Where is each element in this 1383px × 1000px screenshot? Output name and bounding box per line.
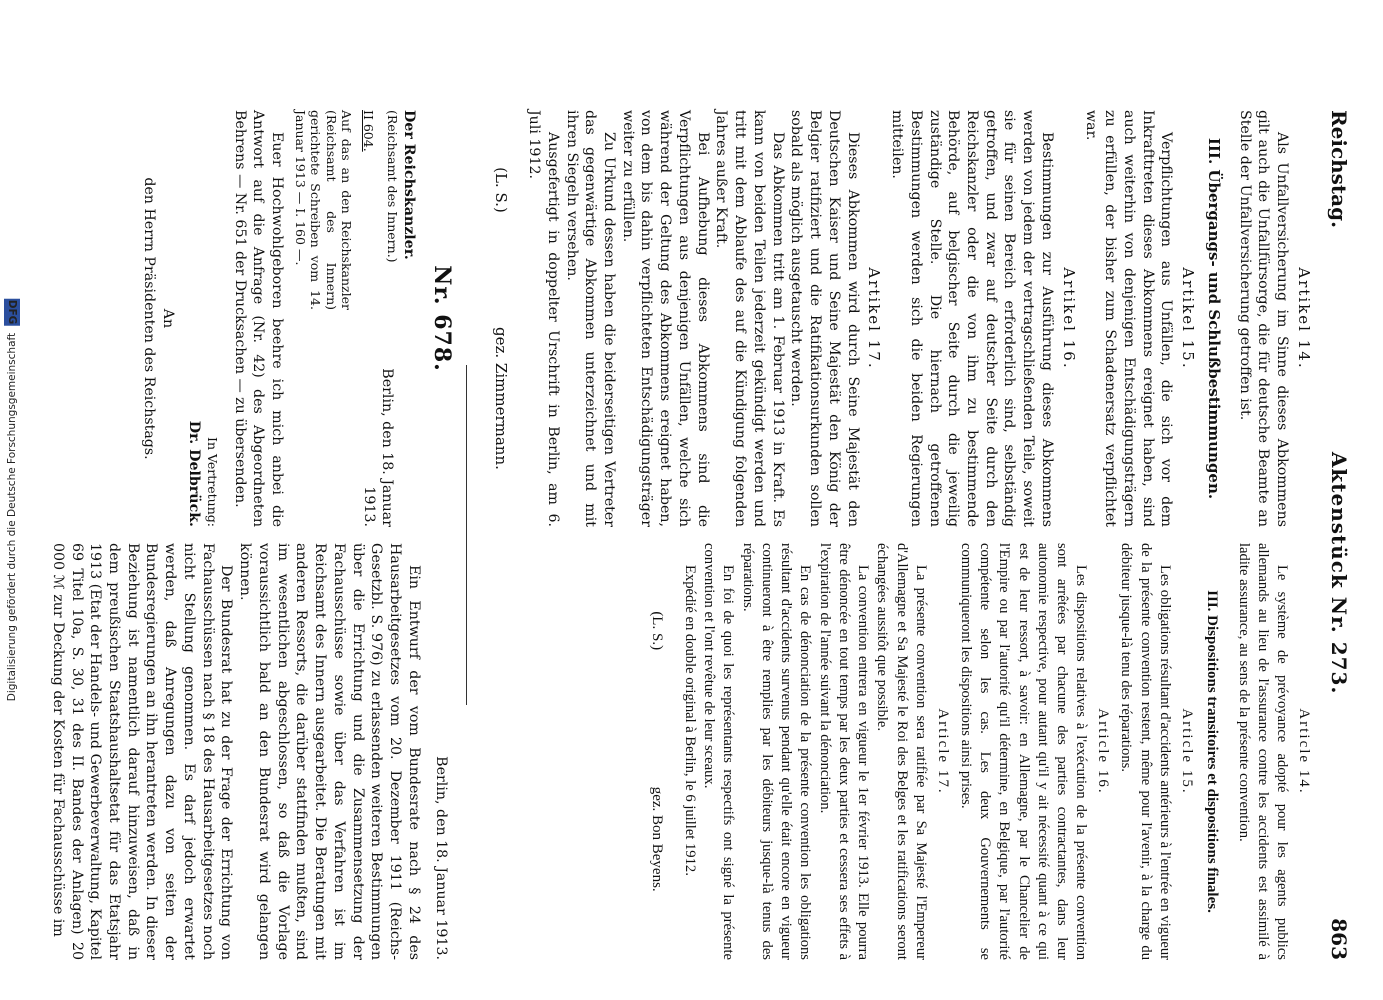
separator-rule xyxy=(466,365,467,705)
dfg-logo: DFG xyxy=(6,299,18,325)
article-text: Bestimmungen zur Ausführung dieses Abkommens werden von jedem der vertragschließenden Teile, soweit sie für seinen Bereich erforderlich sind, selbständig getroffen, und zwar auf deutscher Seite durch den Reichskanzler oder die von ihm zu bestimmende Behörde, auf belgischer Seite durch die jeweilig zuständige Stelle. Die hiernach getroffenen Bestimmungen werden sich die beiden Regierungen mitteilen. xyxy=(889,110,1055,527)
letter-date: Berlin, den 18. Januar 1913. xyxy=(360,368,396,527)
article-text: La présente convention sera ratifiée par Sa Majesté l'Empereur d'Allemagne et Sa Majesté le Roi des Belges et les ratifications seront échangées aussitôt que possible. xyxy=(874,543,929,960)
page-number: 863 xyxy=(1327,918,1351,960)
article-title: Article 14. xyxy=(1296,708,1312,795)
treaty-columns xyxy=(485,110,1317,960)
article-text: Expédié en double original à Berlin, le 6 juillet 1912. xyxy=(681,565,698,876)
answer-paragraph: Ein Entwurf der vom Bundesrate nach § 24 des Hausarbeitgesetzes vom 20. Dezember 1911 (Reichs-Gesetzbl. S. 976) zu erlassenden weiteren Bestimmungen über die Errichtung und die Zusammensetzung der Fachausschüsse sowie über das Verfahren ist im Reichsamt des Innern ausgearbeitet. Die Beratungen mit anderen Ressorts, die darüber stattfinden mußten, sind im wesentlichen abgeschlossen, so daß die Vorlage voraussichtlich bald an den Bundesrat wird gelangen können. xyxy=(237,543,422,960)
letter-body: Euer Hochwohlgeboren beehre ich mich anbei die Antwort auf die Anfrage (Nr. 42) des Abgeordneten Behrens — Nr. 651 der Drucksachen — zu übersenden. xyxy=(231,110,285,527)
answer-date: Berlin, den 18. Januar 1913. xyxy=(432,756,449,960)
letter-recipient: den Herrn Präsidenten des Reichstags. xyxy=(140,177,157,460)
letter-to: An xyxy=(159,308,176,329)
signatory: gez. Zimmermann. xyxy=(492,327,511,470)
letter-sender-office: (Reichsamt des Innern.) xyxy=(384,110,400,263)
cover-letter xyxy=(48,110,455,527)
article-title: Artikel 17. xyxy=(865,267,884,370)
letter-sender: Der Reichskanzler. xyxy=(401,110,418,260)
file-reference: II 604. xyxy=(361,110,377,152)
lower-section xyxy=(48,110,455,960)
article-title: Article 15. xyxy=(1178,708,1195,795)
article-title: Artikel 15. xyxy=(1179,267,1198,370)
letter-signer: Dr. Delbrück. xyxy=(186,420,203,527)
reference-note: Auf das an den Reichskanzler (Reichsamt des Innern) gerichtete Schreiben vom 14. Januar 1913 — I. 160 —. xyxy=(292,110,355,310)
section-title: III. Dispositions transitoires et dispositions finales. xyxy=(1204,590,1221,913)
article-text: Ausgefertigt in doppelter Urschrift in Berlin, am 6. Juli 1912. xyxy=(526,110,561,527)
article-title: Article 17. xyxy=(934,708,951,795)
section-title: III. Übergangs- und Schlußbestimmungen. xyxy=(1205,137,1223,500)
article-text: Als Unfallversicherung im Sinne dieses Abkommens gilt auch die Unfallfürsorge, die für deutsche Beamte an Stelle der Unfallversicherung getroffen ist. xyxy=(1236,110,1291,527)
signature-line xyxy=(646,543,666,960)
article-text: Les dispositions relatives à l'exécution de la présente convention sont arrêtées par chacune des parties contractantes, dans leur autonomie respective, pour autant qu'il y ait nécessité quant à ce qui est de leur ressort, à savoir: en Allemagne, par le Chancelier de l'Empire ou par l'autorité qu'il détermine, en Belgique, par l'autorité compétente selon les cas. Les deux Gouvernements se communiqueront les dispositions ainsi prises. xyxy=(957,543,1090,960)
article-text: Bei Aufhebung dieses Abkommens sind die Verpflichtungen aus denjenigen Unfällen, welche sich während der Geltung des Abkommens ereignet haben, von dem bis dahin verpflichteten Entschädigungsträger weiter zu erfüllen. xyxy=(619,110,711,527)
article-title: Article 16. xyxy=(1095,708,1112,795)
article-text: La convention entrera en vigueur le 1er février 1913. Elle pourra être dénoncée en tout temps par les deux parties et cessera ses effets à l'expiration de l'année suivant la dénonciation. xyxy=(816,543,872,960)
article-text: En cas de dénonciation de la présente convention les obligations résultant d'accidents survenus pendant qu'elle était encore en vigueur continueront à être remplies par les débiteurs jusque-là tenus des réparations. xyxy=(739,543,814,960)
answer-paragraph: Der Bundesrat hat zu der Frage der Errichtung von Fachausschüssen nach § 18 des Hausarbeitgesetzes noch nicht Stellung genommen. Es darf jedoch erwartet werden, daß Anregungen dazu von seiten der Bundesregierungen an ihn herantreten werden. In dieser Beziehung ist namentlich darauf hinzuweisen, daß in dem preußischen Staatshaushaltsetat für das Etatsjahr 1913 (Etat der Handels- und Gewerbeverwaltung, Kapitel 69 Titel 10a, S. 30, 31 des II. Bandes der Anlagen) 20 000 ℳ zur Deckung der Kosten für Fachausschüsse im xyxy=(49,543,235,960)
digitization-text: Digitalisierung gefördert durch die Deutsche Forschungsgemeinschaft xyxy=(6,332,18,702)
deputy-note: In Vertretung: xyxy=(204,437,220,527)
article-title: Artikel 14. xyxy=(1295,267,1313,370)
article-text: Zu Urkund dessen haben die beiderseitigen Vertreter das gegenwärtige Abkommen unterzeichnet und mit ihren Siegeln versehen. xyxy=(563,110,617,527)
french-column xyxy=(485,543,1317,960)
seal: (L. S.) xyxy=(648,611,665,651)
article-text: Le système de prévoyance adopté pour les agents publics allemands au lieu de l'assurance contre les accidents est assimilé à ladite assurance, au sens de la présente convention. xyxy=(1235,543,1291,960)
article-title: Artikel 16. xyxy=(1059,267,1078,370)
page-header xyxy=(1327,110,1351,960)
header-left: Reichstag. xyxy=(1327,110,1351,229)
german-column xyxy=(485,110,1317,527)
letter-main xyxy=(292,324,418,527)
answer-text xyxy=(48,543,455,960)
article-text: Verpflichtungen aus Unfällen, die sich vor dem Inkrafttreten dieses Abkommens ereignet haben, sind auch weiterhin von denjenigen Entschädigungsträgern zu erfüllen, der bisher zum Schadenersatz verpflichtet war. xyxy=(1083,110,1175,527)
article-text: Das Abkommen tritt am 1. Februar 1913 in Kraft. Es kann von beiden Teilen jederzeit gekündigt werden und tritt mit dem Ablaufe des auf die Kündigung folgenden Jahres außer Kraft. xyxy=(713,110,786,527)
article-text: Dieses Abkommen wird durch Seine Majestät den Deutschen Kaiser und Seine Majestät den König der Belgier ratifiziert und die Ratifikationsurkunden sollen sobald als möglich ausgetauscht werden. xyxy=(788,110,861,527)
document-number: Nr. 678. xyxy=(428,265,455,372)
seal: (L. S.) xyxy=(492,167,511,213)
header-title: Aktenstück Nr. 273. xyxy=(1327,451,1351,695)
signatory: gez. Bon Beyens. xyxy=(648,786,665,892)
signature-line xyxy=(491,110,511,527)
article-text: En foi de quoi les représentants respectifs ont signé la présente convention et l'ont revêtue de leur sceaux. xyxy=(701,543,737,960)
article-text: Les obligations résultant d'accidents antérieurs à l'entrée en vigueur de la présente convention restent, même pour l'avenir, à la charge du débiteur jusque-là tenu des réparations. xyxy=(1118,543,1173,960)
letter-sender-block xyxy=(292,110,418,310)
